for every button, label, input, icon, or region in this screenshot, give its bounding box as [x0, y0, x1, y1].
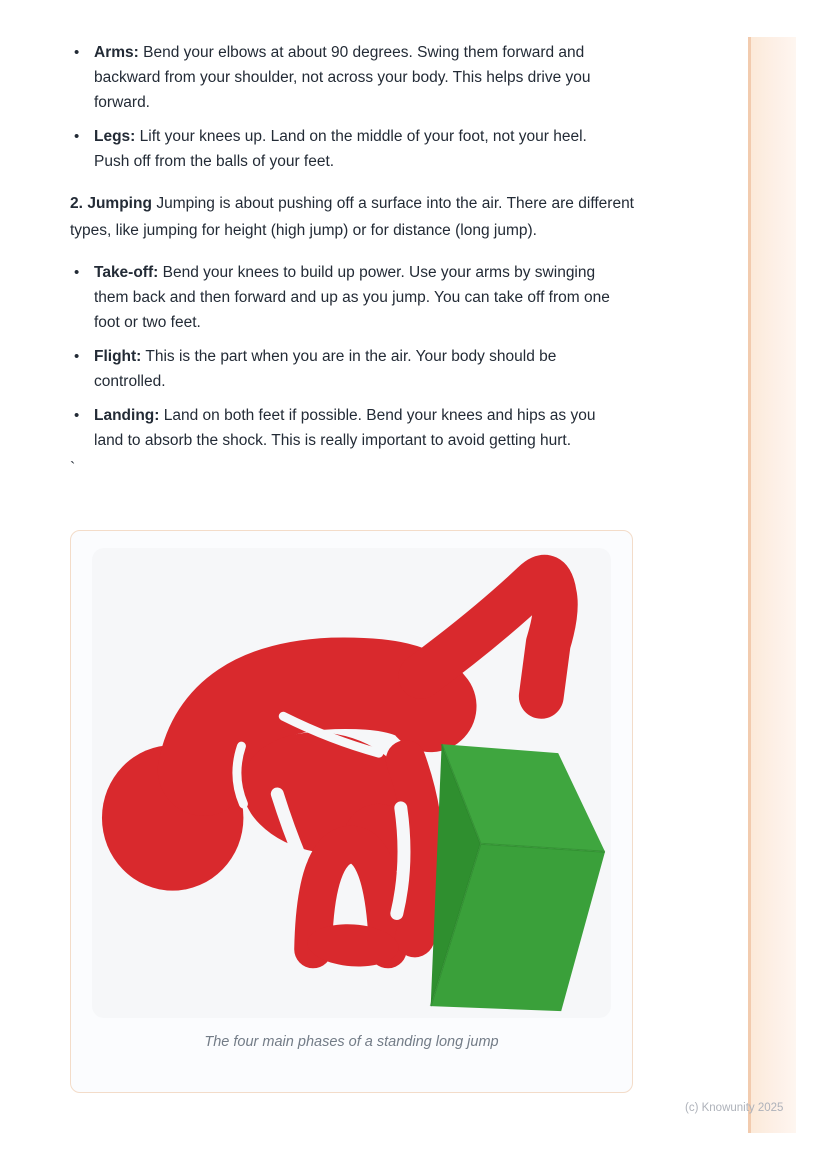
bullet-dot: • — [74, 348, 80, 365]
list-item-text — [94, 344, 614, 394]
figure-card — [70, 530, 633, 1093]
figure-leg-slit — [397, 808, 404, 914]
figure-image — [92, 548, 611, 1018]
bullet-list-running-form — [70, 40, 634, 183]
bullet-dot: • — [74, 44, 80, 61]
list-item-body: This is the part when you are in the air. Your body should be controlled. — [94, 348, 557, 390]
section-number-title: 2. Jumping — [70, 195, 152, 212]
list-item-body: Land on both feet if possible. Bend your knees and hips as you land to absorb the shock. This is really important to avoid getting hurt. — [94, 407, 596, 449]
list-item-label: Legs: — [94, 128, 136, 145]
section-body: Jumping is about pushing off a surface into the air. There are different types, like jumping for height (high jump) or for distance (long jump). — [70, 195, 634, 239]
jump-illustration — [92, 548, 611, 1018]
section-jumping-paragraph — [70, 190, 634, 244]
list-item-text — [94, 403, 614, 453]
list-item-text — [94, 124, 614, 174]
list-item-body: Lift your knees up. Land on the middle of your foot, not your heel. Push off from the balls of your feet. — [94, 128, 587, 170]
list-item-legs — [70, 124, 634, 174]
list-item-label: Landing: — [94, 407, 160, 424]
list-item-body: Bend your elbows at about 90 degrees. Swing them forward and backward from your shoulder, not across your body. This helps drive you forward. — [94, 44, 591, 111]
list-item-takeoff — [70, 260, 634, 335]
list-item-landing — [70, 403, 634, 453]
bullet-list-jump-phases — [70, 260, 634, 462]
list-item-text — [94, 260, 614, 335]
green-box — [431, 744, 605, 1011]
bullet-dot: • — [74, 264, 80, 281]
figure-bent-arm — [421, 577, 556, 696]
list-item-label: Flight: — [94, 348, 142, 365]
figure-caption: The four main phases of a standing long jump — [204, 1034, 499, 1050]
list-item-arms — [70, 40, 634, 115]
list-item-text — [94, 40, 614, 115]
list-item-label: Arms: — [94, 44, 139, 61]
copyright-note: (c) Knowunity 2025 — [685, 1102, 784, 1114]
list-item-label: Take-off: — [94, 264, 159, 281]
bullet-dot: • — [74, 128, 80, 145]
stray-backtick: ` — [70, 460, 76, 477]
list-item-body: Bend your knees to build up power. Use your arms by swinging them back and then forward and up as you jump. You can take off from one foot or two feet. — [94, 264, 610, 331]
list-item-flight — [70, 344, 634, 394]
bullet-dot: • — [74, 407, 80, 424]
accent-stripe — [748, 37, 796, 1133]
